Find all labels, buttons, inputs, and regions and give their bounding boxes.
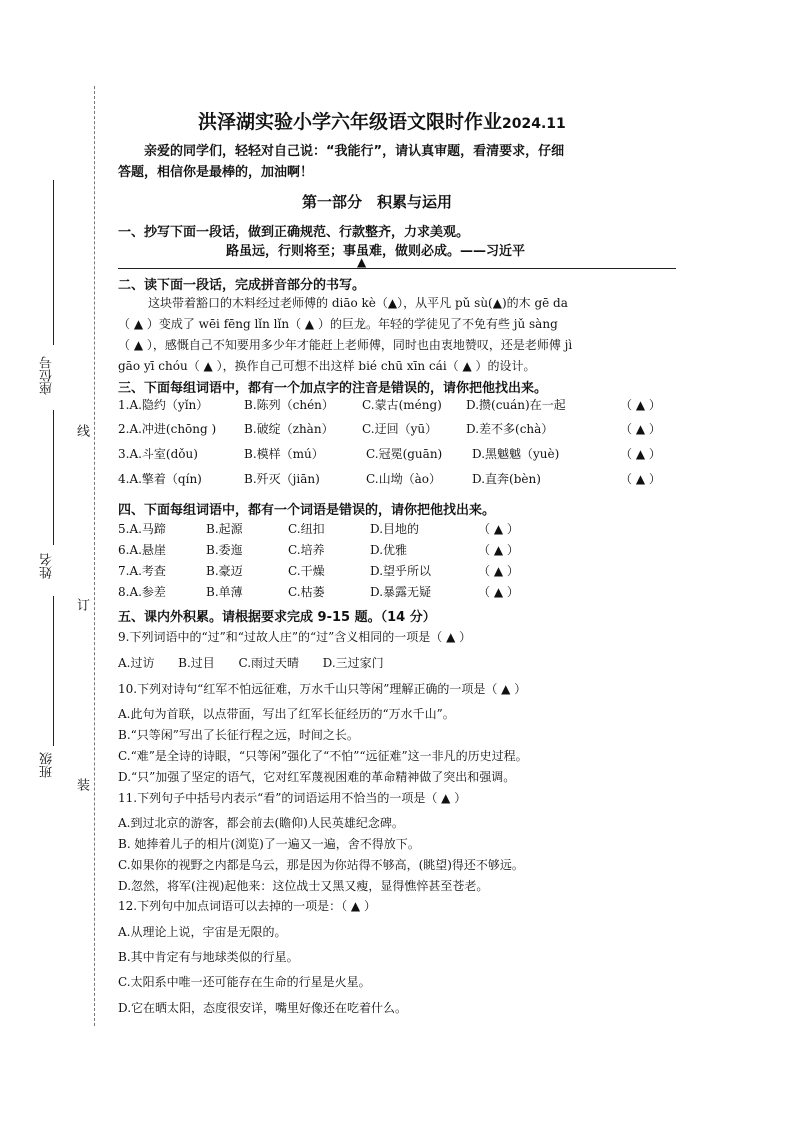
q2-line-3: （ ▲ ），感慨自己不知要用多少年才能赶上老师傅，同时也由衷地赞叹，还是老师傅 jì [118, 338, 573, 352]
q9-option-c: C.雨过天晴 [238, 656, 300, 670]
q3-option-b: B.模样（mú） [244, 447, 324, 461]
q3-option-a: 3.A.斗室(dǒu) [118, 447, 198, 461]
class-blank[interactable] [53, 596, 54, 746]
q10-stem: 10.下列对诗句“红军不怕远征难，万水千山只等闲”理解正确的一项是（ ▲ ） [118, 682, 527, 696]
q4-option-a: 6.A.悬崖 [118, 543, 166, 557]
name-blank[interactable] [53, 410, 54, 545]
q9-option-b: B.过目 [178, 656, 215, 670]
q10-option-b: B.“只等闲”写出了长征行程之远，时间之长。 [118, 728, 359, 742]
q11-stem: 11.下列句子中括号内表示“看”的词语运用不恰当的一项是（ ▲ ） [118, 791, 467, 805]
part-title: 第一部分 积累与运用 [302, 193, 453, 211]
q9-options [118, 654, 384, 671]
q4-option-b: B.豪迈 [206, 564, 243, 578]
q3-option-a: 1.A.隐约（yǐn） [118, 398, 209, 412]
q3-option-d: D.差不多(chà） [466, 422, 554, 436]
q4-heading: 四、下面每组词语中，都有一个词语是错误的，请你把他找出来。 [118, 503, 496, 518]
q3-option-d: D.黑魆魆（yuè) [472, 447, 560, 461]
q4-option-a: 7.A.考查 [118, 564, 166, 578]
seat-blank[interactable] [53, 180, 54, 345]
q3-heading: 三、下面每组词语中，都有一个加点字的注音是错误的，请你把他找出来。 [118, 381, 548, 396]
q4-option-c: C.枯萎 [288, 585, 325, 599]
q12-stem: 12.下列句中加点词语可以去掉的一项是：（ ▲ ） [118, 899, 376, 913]
q4-answer-blank[interactable]: （ ▲ ） [478, 522, 519, 536]
q4-option-b: B.单薄 [206, 585, 243, 599]
q3-option-b: B.破绽（zhàn） [244, 422, 334, 436]
q9-stem: 9.下列词语中的“过”和“过故人庄”的“过”含义相同的一项是（ ▲ ） [118, 630, 472, 644]
q1-heading: 一、抄写下面一段话，做到正确规范、行款整齐，力求美观。 [118, 225, 470, 240]
q11-option-a: A.到过北京的游客，都会前去(瞻仰)人民英雄纪念碑。 [118, 816, 404, 830]
q4-option-b: B.委迤 [206, 543, 243, 557]
q4-answer-blank[interactable]: （ ▲ ） [478, 543, 519, 557]
q3-option-a: 2.A.冲进(chōng ) [118, 422, 217, 436]
intro-line-1: 亲爱的同学们，轻轻对自己说：“我能行”，请认真审题，看清要求，仔细 [144, 144, 565, 159]
q3-option-d: D.直奔(bèn) [472, 472, 541, 486]
q9-option-d: D.三过家门 [322, 656, 384, 670]
q4-answer-blank[interactable]: （ ▲ ） [478, 585, 519, 599]
q4-option-d: D.目地的 [370, 522, 420, 536]
q12-option-c: C.太阳系中唯一还可能存在生命的行星是火星。 [118, 975, 371, 989]
q3-option-b: B.歼灭（jiān) [244, 472, 320, 486]
q3-option-c: C.山坳（ào） [366, 472, 441, 486]
q12-option-b: B.其中肯定有与地球类似的行星。 [118, 950, 299, 964]
q3-option-c: C.迂回（yū） [362, 422, 438, 436]
q3-option-c: C.冠冕(guān) [366, 447, 443, 461]
q2-heading: 二、读下面一段话，完成拼音部分的书写。 [118, 278, 366, 293]
q12-option-d: D.它在晒太阳，态度很安详，嘴里好像还在吃着什么。 [118, 1001, 408, 1015]
q3-answer-blank[interactable]: （ ▲ ） [620, 472, 661, 486]
q3-answer-blank[interactable]: （ ▲ ） [620, 422, 661, 436]
exam-date: 2024.11 [502, 116, 566, 132]
page-title: 洪泽湖实验小学六年级语文限时作业2024.11 [198, 111, 566, 133]
q11-option-b: B. 她捧着儿子的相片(浏览)了一遍又一遍，舍不得放下。 [118, 837, 420, 851]
q3-option-b: B.陈列（chén） [244, 398, 334, 412]
q4-option-c: C.纽扣 [288, 522, 325, 536]
intro-line-2: 答题，相信你是最棒的，加油啊！ [118, 165, 314, 180]
q11-option-d: D.忽然，将军(注视)起他来：这位战士又黑又瘦，显得憔悴甚至苍老。 [118, 879, 489, 893]
q1-quote: 路虽远，行则将至；事虽难，做则必成。——习近平 [226, 244, 526, 259]
q2-line-4: gāo yī chóu（ ▲ ），换作自己可想不出这样 bié chū xīn cái（ ▲ ）的设计。 [118, 359, 536, 373]
binding-char-bind: 装 [74, 778, 89, 791]
q11-option-c: C.如果你的视野之内都是乌云，那是因为你站得不够高，(眺望)得还不够远。 [118, 858, 524, 872]
q3-option-d: D.攒(cuán)在一起 [466, 398, 566, 412]
q3-answer-blank[interactable]: （ ▲ ） [620, 447, 661, 461]
q4-option-c: C.干燥 [288, 564, 325, 578]
q1-answer-marker[interactable]: ▲ [357, 255, 367, 269]
q4-option-a: 5.A.马蹄 [118, 522, 166, 536]
q1-writing-line[interactable] [118, 268, 676, 269]
class-label: 班级 [40, 752, 55, 778]
q4-option-d: D.暴露无疑 [370, 585, 432, 599]
seat-label: 座位号 [40, 356, 55, 395]
q4-option-d: D.望乎所以 [370, 564, 432, 578]
q4-answer-blank[interactable]: （ ▲ ） [478, 564, 519, 578]
q3-answer-blank[interactable]: （ ▲ ） [620, 398, 661, 412]
name-label: 姓名 [40, 553, 55, 579]
q10-option-d: D.“只”加强了坚定的语气，它对红军蔑视困难的革命精神做了突出和强调。 [118, 770, 516, 784]
binding-char-staple: 订 [74, 598, 89, 611]
q3-option-a: 4.A.擎着（qín) [118, 472, 202, 486]
q4-option-a: 8.A.参差 [118, 585, 166, 599]
q2-line-1: 这块带着豁口的木料经过老师傅的 diāo kè（▲），从平凡 pǔ sù(▲)的木 gē da [148, 296, 568, 310]
q10-option-c: C.“难”是全诗的诗眼，“只等闲”强化了“不怕”“远征难”这一非凡的历史过程。 [118, 749, 528, 763]
q4-option-b: B.起源 [206, 522, 243, 536]
q2-line-2: （ ▲ ）变成了 wēi fēng lǐn lǐn（ ▲ ）的巨龙。年轻的学徒见了不免有些 jǔ sàng [118, 317, 558, 331]
binding-char-line: 线 [74, 424, 89, 437]
q4-option-d: D.优雅 [370, 543, 408, 557]
q12-option-a: A.从理论上说，宇宙是无限的。 [118, 925, 287, 939]
binding-line [94, 86, 95, 1026]
q3-option-c: C.蒙古(méng) [362, 398, 442, 412]
q9-option-a: A.过访 [118, 656, 155, 670]
q10-option-a: A.此句为首联，以点带面，写出了红军长征经历的“万水千山”。 [118, 707, 455, 721]
q4-option-c: C.培养 [288, 543, 325, 557]
q5-heading: 五、课内外积累。请根据要求完成 9-15 题。（14 分） [118, 610, 436, 625]
